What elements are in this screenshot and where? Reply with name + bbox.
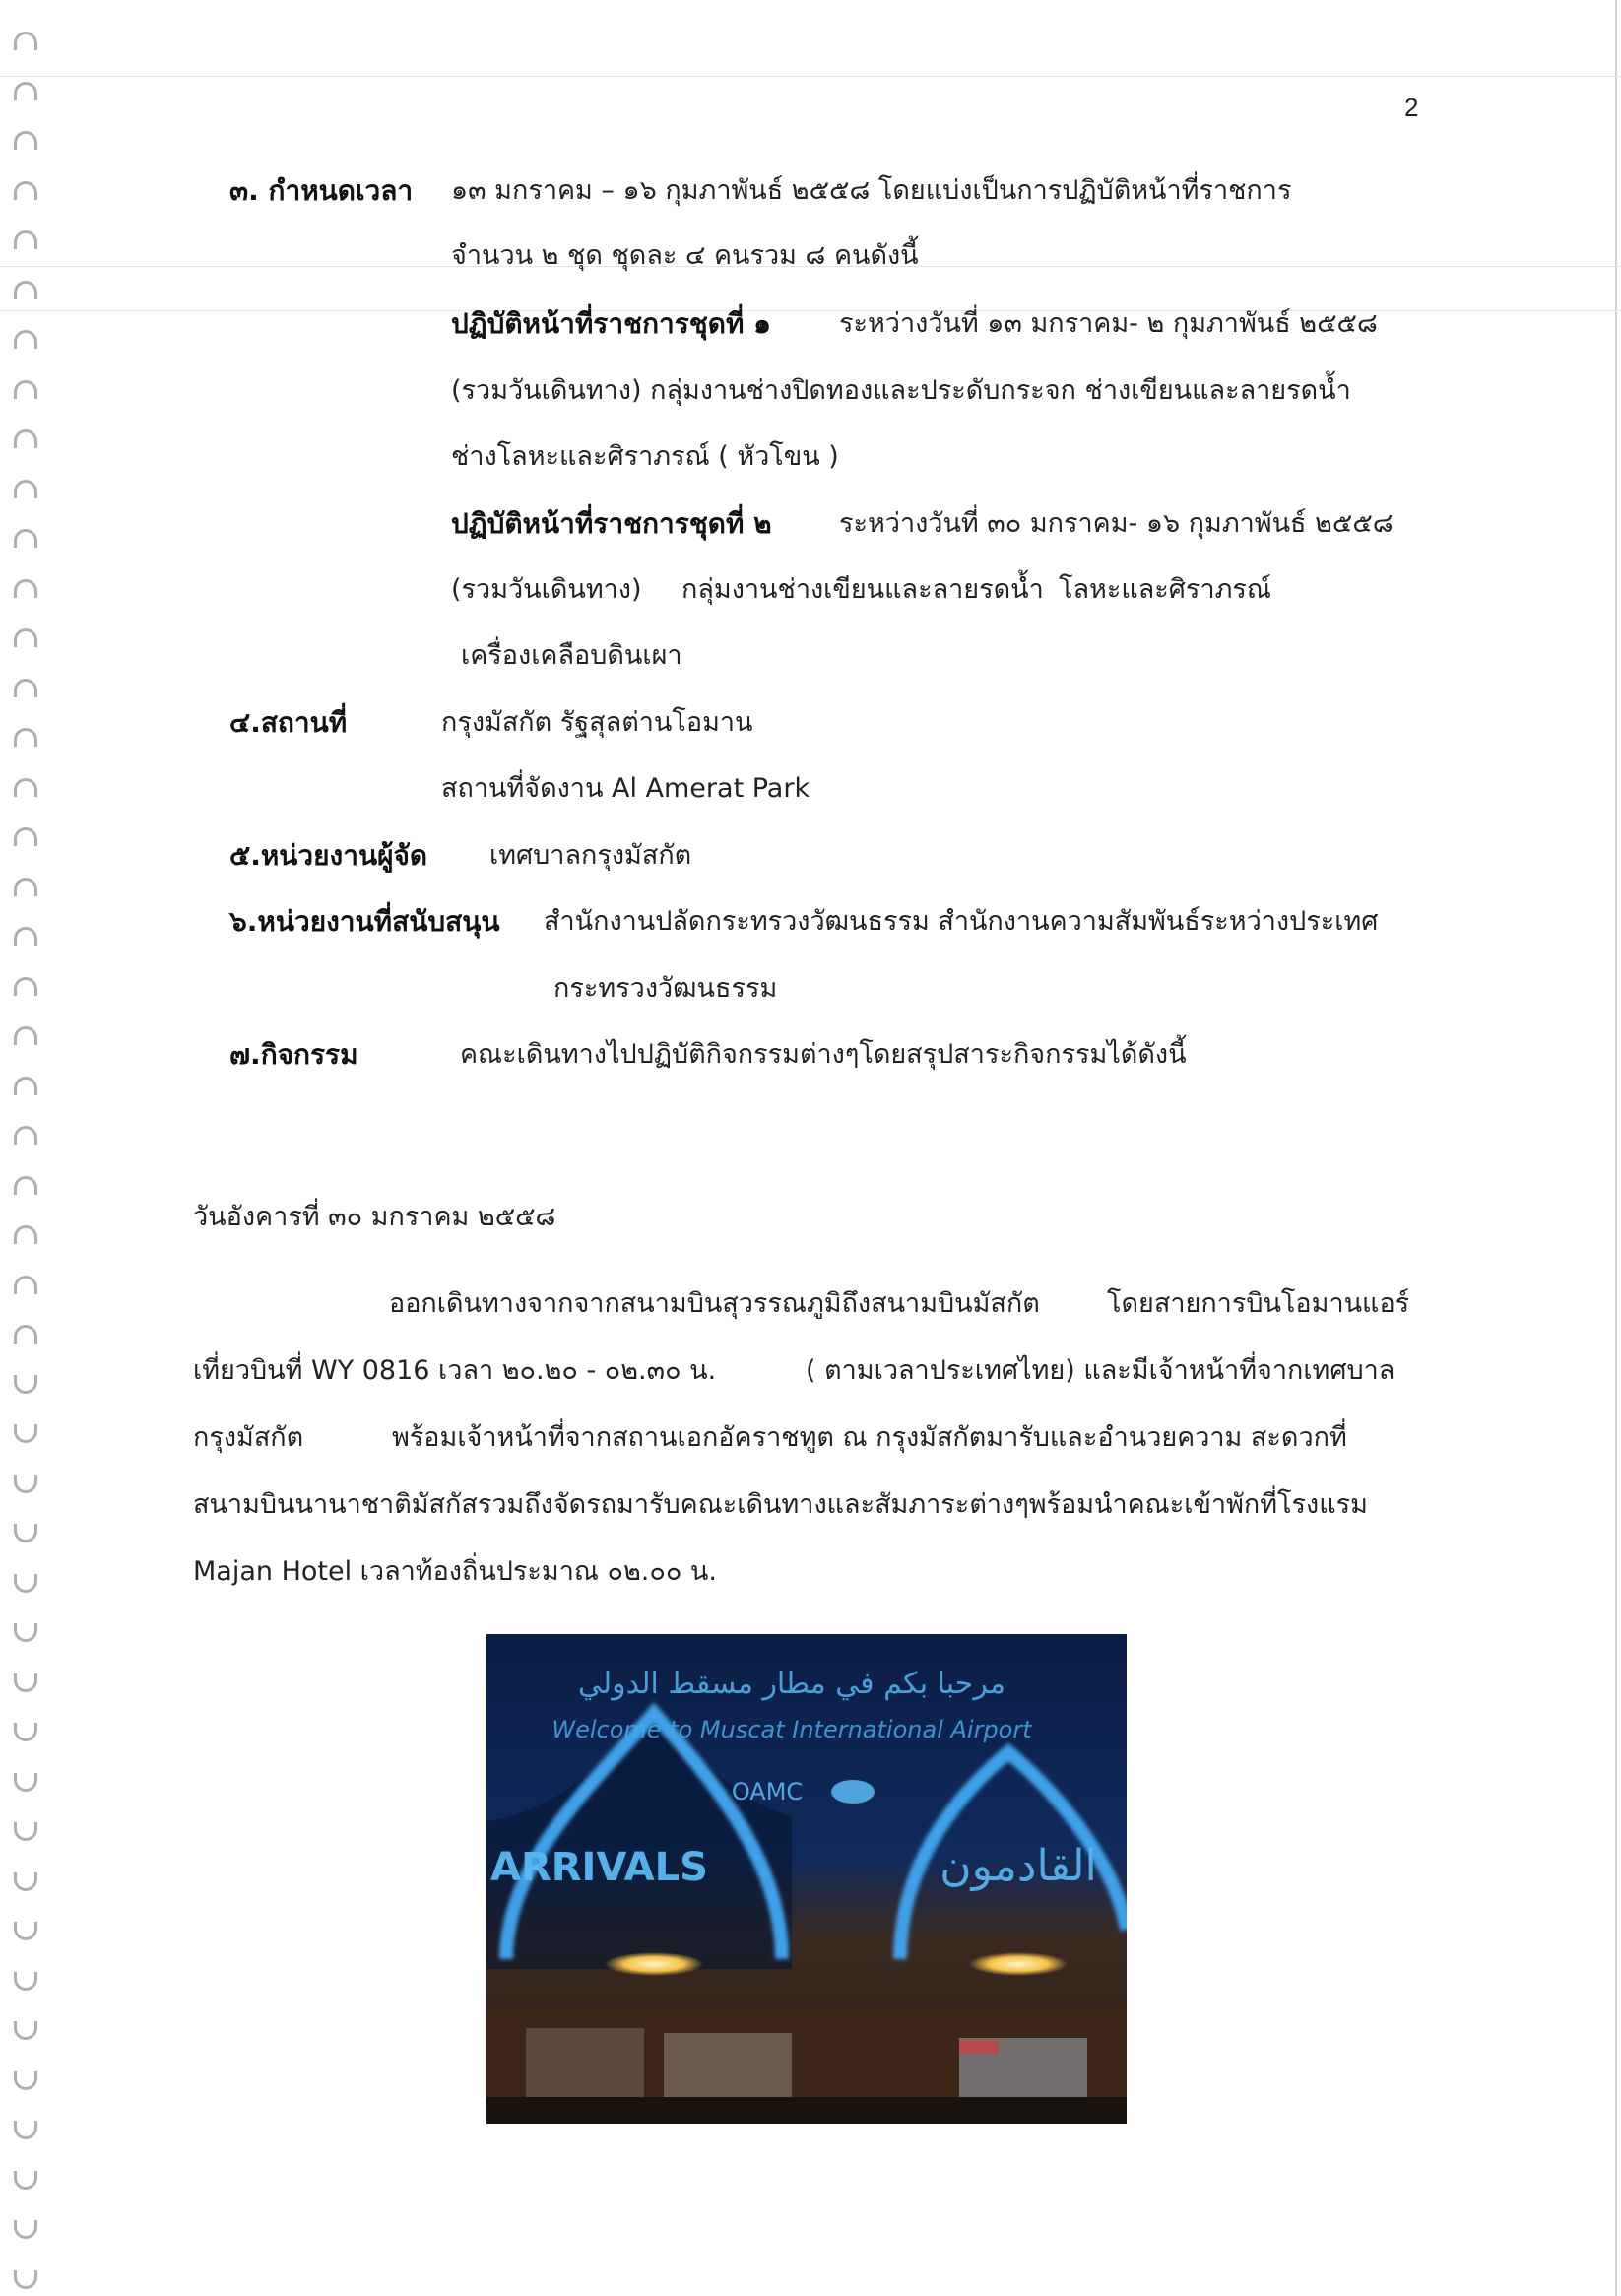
binding-ring <box>14 1225 37 1244</box>
binding-ring <box>14 579 37 598</box>
page-number: 2 <box>1404 93 1419 122</box>
binding-ring <box>14 1276 37 1294</box>
binding-ring <box>14 380 37 399</box>
binding-ring <box>14 1424 37 1443</box>
ceiling-light <box>605 1952 703 1976</box>
section-4-line1: กรุงมัสกัต รัฐสุลต่านโอมาน <box>441 707 753 738</box>
binding-ring <box>14 2121 37 2139</box>
binding-ring <box>14 1126 37 1145</box>
paragraph-line2a: เที่ยวบินที่ WY 0816 เวลา ๒๐.๒๐ - ๐๒.๓๐ น. <box>193 1355 717 1386</box>
sign-english: Welcome to Muscat International Airport <box>551 1716 1032 1743</box>
set-2-line2a: (รวมวันเดินทาง) <box>451 574 642 605</box>
paragraph-line5: Majan Hotel เวลาท้องถิ่นประมาณ ๐๒.๐๐ น. <box>193 1556 717 1587</box>
binding-ring <box>14 230 37 249</box>
binding-ring <box>14 32 37 50</box>
section-7-label: ๗.กิจกรรม <box>229 1038 358 1071</box>
set-1-label: ปฏิบัติหน้าที่ราชการชุดที่ ๑ <box>451 307 771 340</box>
binding-ring <box>14 778 37 797</box>
sign-arrivals: ARRIVALS <box>490 1845 708 1890</box>
binding-ring <box>14 679 37 697</box>
binding-ring <box>14 1325 37 1344</box>
airport-arrivals-photo <box>486 1634 1127 2124</box>
set-1-dates: ระหว่างวันที่ ๑๓ มกราคม- ๒ กุมภาพันธ์ ๒๕๕๘ <box>839 308 1378 339</box>
binding-ring <box>14 1524 37 1542</box>
set-2-label: ปฏิบัติหน้าที่ราชการชุดที่ ๒ <box>451 507 772 540</box>
binding-ring <box>14 878 37 896</box>
binding-ring <box>14 181 37 200</box>
binding-ring <box>14 2270 37 2289</box>
set-1-line2: (รวมวันเดินทาง) กลุ่มงานช่างปิดทองและประดับกระจก ช่างเขียนและลายรดน้ำ <box>451 375 1351 406</box>
binding-ring <box>14 2021 37 2040</box>
set-2-dates: ระหว่างวันที่ ๓๐ มกราคม- ๑๖ กุมภาพันธ์ ๒๕๕๘ <box>839 508 1394 539</box>
section-3-label: ๓. กำหนดเวลา <box>229 174 414 207</box>
section-4-line2: สถานที่จัดงาน Al Amerat Park <box>441 773 810 804</box>
scan-line <box>0 76 1621 77</box>
binding-ring <box>14 2071 37 2090</box>
spiral-binding <box>8 0 47 2296</box>
binding-ring <box>14 1375 37 1394</box>
paragraph-line1b: โดยสายการบินโอมานแอร์ <box>1107 1288 1410 1319</box>
binding-ring <box>14 1623 37 1642</box>
page-edge <box>1615 0 1617 2296</box>
binding-ring <box>14 281 37 299</box>
section-6-line2: กระทรวงวัฒนธรรม <box>553 973 778 1004</box>
binding-ring <box>14 1972 37 1991</box>
binding-ring <box>14 728 37 747</box>
set-2-line2b: กลุ่มงานช่างเขียนและลายรดน้ำ <box>681 574 1044 605</box>
binding-ring <box>14 2220 37 2239</box>
paragraph-line3b: พร้อมเจ้าหน้าที่จากสถานเอกอัคราชทูต ณ กรุงมัสกัตมารับและอำนวยความ สะดวกที่ <box>392 1422 1347 1453</box>
section-3-line1: ๑๓ มกราคม – ๑๖ กุมภาพันธ์ ๒๕๕๘ โดยแบ่งเป็นการปฏิบัติหน้าที่ราชการ <box>451 175 1292 206</box>
sign-arabic-top: مرحبا بكم في مطار مسقط الدولي <box>578 1667 1005 1701</box>
binding-ring <box>14 480 37 498</box>
binding-ring <box>14 1574 37 1593</box>
binding-ring <box>14 927 37 946</box>
sign-arrivals-arabic: القادمون <box>940 1841 1097 1891</box>
binding-ring <box>14 82 37 100</box>
paragraph-line2b: ( ตามเวลาประเทศไทย) และมีเจ้าหน้าที่จากเทศบาล <box>806 1355 1395 1386</box>
logo-icon <box>831 1780 875 1804</box>
paragraph-line1a: ออกเดินทางจากจากสนามบินสุวรรณภูมิถึงสนามบินมัสกัต <box>389 1288 1040 1319</box>
binding-ring <box>14 1673 37 1692</box>
binding-ring <box>14 330 37 349</box>
section-6-line1: สำนักงานปลัดกระทรวงวัฒนธรรม สำนักงานความสัมพันธ์ระหว่างประเทศ <box>544 906 1379 937</box>
binding-ring <box>14 1077 37 1095</box>
binding-ring <box>14 529 37 548</box>
binding-ring <box>14 1723 37 1741</box>
binding-ring <box>14 1822 37 1841</box>
sign-logo-text: OAMC <box>731 1778 804 1805</box>
set-1-line3: ช่างโลหะและศิราภรณ์ ( หัวโขน ) <box>451 441 839 472</box>
section-6-label: ๖.หน่วยงานที่สนับสนุน <box>229 905 500 938</box>
binding-ring <box>14 131 37 150</box>
set-2-line3: เครื่องเคลือบดินเผา <box>461 640 682 671</box>
binding-ring <box>14 827 37 846</box>
binding-ring <box>14 1176 37 1195</box>
binding-ring <box>14 429 37 448</box>
set-2-line2c: โลหะและศิราภรณ์ <box>1059 574 1271 605</box>
paragraph-line3a: กรุงมัสกัต <box>193 1422 304 1453</box>
binding-ring <box>14 1773 37 1792</box>
binding-ring <box>14 1026 37 1045</box>
scan-line <box>0 310 1621 311</box>
binding-ring <box>14 1922 37 1940</box>
section-7-value: คณะเดินทางไปปฏิบัติกิจกรรมต่างๆโดยสรุปสาระกิจกรรมได้ดังนี้ <box>460 1039 1187 1070</box>
paragraph-line4: สนามบินนานาชาติมัสกัสรวมถึงจัดรถมารับคณะเดินทางและสัมภาระต่างๆพร้อมนำคณะเข้าพักที่โรงแรม <box>193 1489 1368 1520</box>
binding-ring <box>14 1872 37 1891</box>
section-5-value: เทศบาลกรุงมัสกัต <box>489 840 692 871</box>
section-5-label: ๕.หน่วยงานผู้จัด <box>229 839 428 872</box>
section-4-label: ๔.สถานที่ <box>229 706 348 739</box>
binding-ring <box>14 977 37 996</box>
day-heading: วันอังคารที่ ๓๐ มกราคม ๒๕๕๘ <box>193 1202 556 1232</box>
section-3-line2: จำนวน ๒ ชุด ชุดละ ๔ คนรวม ๘ คนดังนี้ <box>451 240 919 271</box>
binding-ring <box>14 2171 37 2190</box>
binding-ring <box>14 628 37 647</box>
ceiling-light <box>969 1952 1068 1976</box>
airport-arrivals-image <box>486 1634 1127 2124</box>
binding-ring <box>14 1475 37 1493</box>
